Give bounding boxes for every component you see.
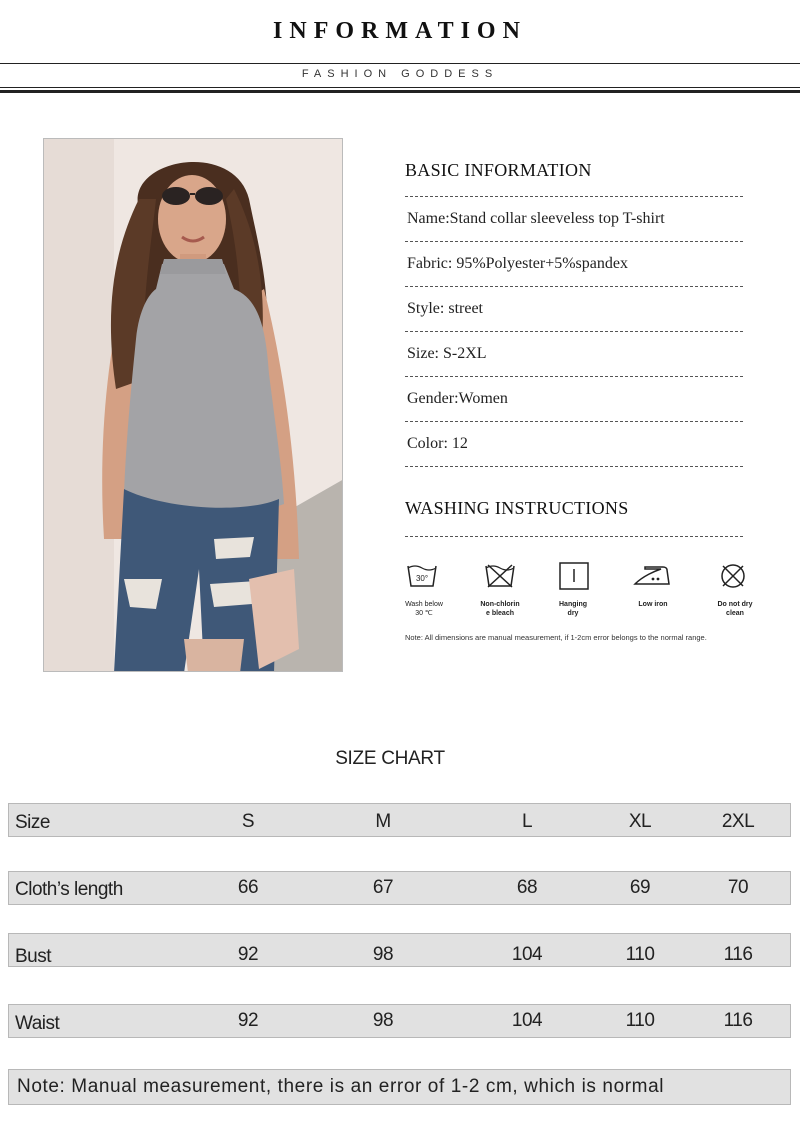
wash-temp-text: 30°	[415, 574, 429, 583]
no-chlorine-bleach-icon	[484, 562, 516, 590]
size-cell: 110	[625, 944, 655, 965]
divider	[405, 536, 743, 537]
divider	[405, 286, 743, 287]
divider	[405, 376, 743, 377]
info-style: Style: street	[407, 300, 483, 317]
wash-label-non-chlorine: Non-chlorin e bleach	[480, 601, 520, 617]
do-not-dry-clean-icon	[717, 562, 749, 590]
divider	[405, 421, 743, 422]
size-cell: 70	[727, 877, 749, 898]
size-cell: 2XL	[721, 811, 755, 832]
size-cell: M	[375, 811, 391, 832]
divider	[405, 241, 743, 242]
size-chart-note-row	[8, 1069, 791, 1105]
size-cell: 68	[516, 877, 538, 898]
size-row-label: Cloth’s length	[15, 879, 123, 900]
size-cell: 66	[237, 877, 259, 898]
size-row-bust	[8, 933, 791, 967]
size-row-waist	[8, 1004, 791, 1038]
wash-label-no-dry-clean: Do not dry clean	[717, 601, 753, 617]
washing-instructions-heading: WASHING INSTRUCTIONS	[405, 498, 629, 518]
size-row-label: Size	[15, 812, 50, 833]
hanging-dry-icon	[558, 562, 590, 590]
size-row-label: Waist	[15, 1013, 60, 1034]
size-cell: 98	[372, 1010, 394, 1031]
wash-30-icon	[406, 562, 438, 590]
size-cell: XL	[628, 811, 652, 832]
model-illustration	[44, 139, 343, 672]
header-rule-middle	[0, 87, 800, 88]
low-iron-icon	[633, 562, 671, 590]
size-cell: 92	[237, 1010, 259, 1031]
size-chart-title: SIZE CHART	[335, 748, 445, 769]
header-rule-bottom	[0, 90, 800, 93]
size-row-header	[8, 803, 791, 837]
size-cell: 104	[511, 944, 543, 965]
wash-label-hanging-dry: Hanging dry	[559, 601, 587, 617]
product-model-photo	[43, 138, 343, 672]
info-color: Color: 12	[407, 435, 468, 452]
size-cell: 116	[723, 944, 753, 965]
brand-subtitle: FASHION GODDESS	[301, 68, 499, 80]
page-title: INFORMATION	[273, 18, 527, 44]
basic-information-heading: BASIC INFORMATION	[405, 160, 592, 180]
wash-label-wash-below: Wash below 30 ℃	[405, 601, 443, 617]
divider	[405, 196, 743, 197]
size-cell: 116	[723, 1010, 753, 1031]
washing-note: Note: All dimensions are manual measurement, if 1-2cm error belongs to the normal range.	[405, 633, 707, 642]
size-cell: 92	[237, 944, 259, 965]
wash-label-low-iron: Low iron	[638, 601, 668, 608]
size-cell: 110	[625, 1010, 655, 1031]
size-cell: 67	[372, 877, 394, 898]
info-fabric: Fabric: 95%Polyester+5%spandex	[407, 255, 628, 272]
size-cell: 69	[629, 877, 651, 898]
size-cell: S	[241, 811, 255, 832]
info-gender: Gender:Women	[407, 390, 508, 407]
size-cell: 98	[372, 944, 394, 965]
info-size: Size: S-2XL	[407, 345, 487, 362]
divider	[405, 331, 743, 332]
size-row-label: Bust	[15, 946, 52, 967]
divider	[405, 466, 743, 467]
size-cell: L	[521, 811, 533, 832]
size-cell: 104	[511, 1010, 543, 1031]
size-row-cloth-length	[8, 871, 791, 905]
header-rule-top	[0, 63, 800, 64]
info-name: Name:Stand collar sleeveless top T-shirt	[407, 210, 665, 227]
size-chart-note: Note: Manual measurement, there is an error of 1-2 cm, which is normal	[17, 1076, 665, 1097]
